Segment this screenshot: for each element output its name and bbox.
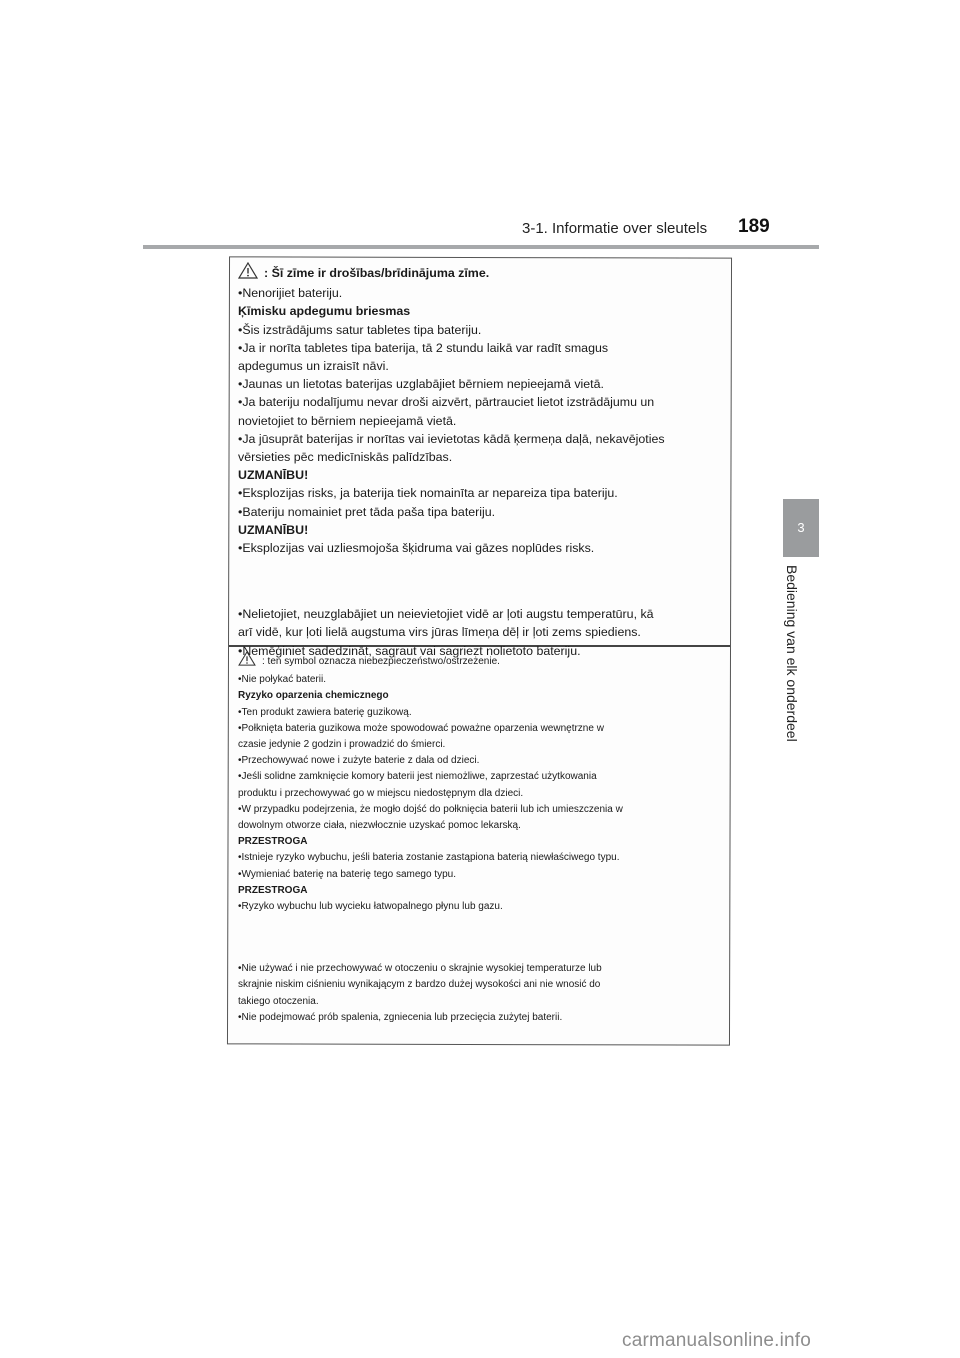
- warning-line: •Jaunas un lietotas baterijas uzglabājiet bērniem nepieejamā vietā.: [238, 377, 604, 392]
- warning-line: •Nie podejmować prób spalenia, zgniecenia lub przecięcia zużytej baterii.: [238, 1011, 563, 1023]
- header-rule: [143, 245, 819, 249]
- warning-line: •Ryzyko wybuchu lub wycieku łatwopalnego płynu lub gazu.: [238, 901, 503, 913]
- warning-line: •Nie używać i nie przechowywać w otoczeniu o skrajnie wysokiej temperaturze lub: [238, 963, 602, 975]
- warning-heading: PRZESTROGA: [238, 884, 308, 896]
- section-title: 3-1. Informatie over sleutels: [522, 220, 708, 237]
- warning-heading: PRZESTROGA: [238, 836, 308, 848]
- warning-line: vērsieties pēc medicīniskās palīdzības.: [238, 450, 453, 465]
- warning-line: •Ja jūsuprāt baterijas ir norītas vai ievietotas kādā ķermeņa daļā, nekavējoties: [238, 431, 665, 446]
- watermark: carmanualsonline.info: [622, 1330, 812, 1351]
- warning-line: skrajnie niskim ciśnieniu wynikającym z bardzo dużej wysokości ani nie wnosić do: [238, 979, 601, 991]
- latvian-lines: [238, 284, 724, 660]
- warning-section-polish: [238, 651, 724, 1026]
- spacer: [238, 931, 724, 945]
- page-number: 189: [738, 216, 770, 237]
- warning-line: •Połknięta bateria guzikowa może spowodować poważne oparzenia wewnętrzne w: [238, 722, 604, 734]
- spacer: [238, 573, 724, 589]
- warning-triangle-icon: [238, 262, 258, 284]
- warning-line: •Eksplozijas vai uzliesmojoša šķidruma vai gāzes noplūdes risks.: [238, 541, 595, 556]
- warning-line: •Ten produkt zawiera baterię guzikową.: [238, 706, 412, 718]
- symbol-meaning: : ten symbol oznacza niebezpieczeństwo/ostrzeżenie.: [262, 655, 500, 667]
- warning-line: •Ja ir norīta tabletes tipa baterija, tā 2 stundu laikā var radīt smagus: [238, 340, 609, 355]
- warning-line: •Nenorijiet bateriju.: [238, 286, 343, 301]
- warning-line: •Ja bateriju nodalījumu nevar droši aizvērt, pārtrauciet lietot izstrādājumu un: [238, 395, 655, 410]
- warning-line: •Bateriju nomainiet pret tāda paša tipa bateriju.: [238, 504, 496, 519]
- warning-line: •Jeśli solidne zamknięcie komory baterii jest niemożliwe, zaprzestać użytkowania: [238, 771, 597, 783]
- warning-line: dowolnym otworze ciała, niezwłocznie uzyskać pomoc lekarską.: [238, 820, 521, 832]
- warning-line: •Istnieje ryzyko wybuchu, jeśli bateria zostanie zastąpiona baterią niewłaściwego typu.: [238, 852, 620, 864]
- warning-line: apdegumus un izraisīt nāvi.: [238, 359, 389, 374]
- warning-line: czasie jedynie 2 godzin i prowadzić do śmierci.: [238, 739, 446, 751]
- warning-line: •W przypadku podejrzenia, że mogło dojść do połknięcia baterii lub ich umieszczenia w: [238, 803, 623, 815]
- chapter-tab-title: Bediening van elk onderdeel: [784, 565, 800, 742]
- warning-triangle-icon: [238, 651, 256, 672]
- warning-line: •Przechowywać nowe i zużyte baterie z dala od dzieci.: [238, 755, 480, 767]
- symbol-meaning: : Šī zīme ir drošības/brīdinājuma zīme.: [264, 266, 490, 280]
- chapter-tab-number: 3: [783, 499, 819, 557]
- polish-lines: [238, 672, 724, 1026]
- warning-line: •Nemēģiniet sadedzināt, sagraut vai sagriezt nolietoto bateriju.: [238, 643, 581, 658]
- warning-line: •Nie połykać baterii.: [238, 674, 326, 686]
- warning-section-latvian: [238, 262, 724, 660]
- warning-heading: UZMANĪBU!: [238, 522, 309, 537]
- symbol-row: [238, 651, 724, 672]
- warning-line: •Nelietojiet, neuzglabājiet un neievietojiet vidē ar ļoti augstu temperatūru, kā: [238, 607, 654, 622]
- warning-line: arī vidē, kur ļoti lielā augstuma virs jūras līmeņa dēļ ir ļoti zems spiediens.: [238, 625, 641, 640]
- warning-line: novietojiet to bērniem nepieejamā vietā.: [238, 413, 457, 428]
- warning-line: takiego otoczenia.: [238, 995, 319, 1007]
- warning-line: •Šis izstrādājums satur tabletes tipa bateriju.: [238, 322, 482, 337]
- symbol-row: [238, 262, 724, 284]
- warning-heading: Ķīmisku apdegumu briesmas: [238, 304, 411, 319]
- warning-heading: UZMANĪBU!: [238, 468, 309, 483]
- warning-line: •Eksplozijas risks, ja baterija tiek nomainīta ar nepareiza tipa bateriju.: [238, 486, 618, 501]
- warning-heading: Ryzyko oparzenia chemicznego: [238, 690, 389, 702]
- warning-line: •Wymieniać baterię na baterię tego samego typu.: [238, 868, 456, 880]
- warning-line: produktu i przechowywać go w miejscu niedostępnym dla dzieci.: [238, 787, 524, 799]
